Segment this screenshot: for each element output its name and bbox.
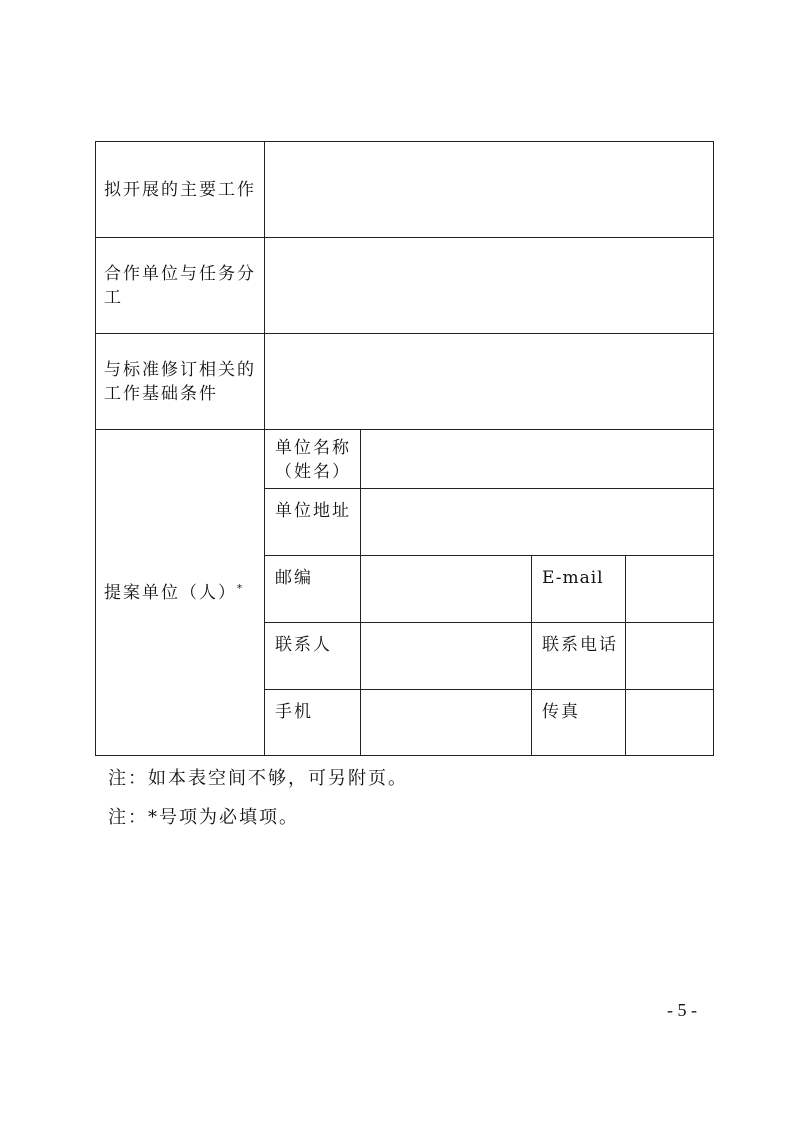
main-work-field[interactable] bbox=[265, 142, 714, 238]
phone-field[interactable] bbox=[626, 623, 714, 690]
proposal-form-table bbox=[95, 141, 714, 756]
unit-address-field[interactable] bbox=[361, 489, 714, 556]
cooperation-field[interactable] bbox=[265, 238, 714, 334]
note-required-fields: 注：*号项为必填项。 bbox=[108, 807, 299, 828]
required-mark: * bbox=[237, 582, 244, 594]
fax-field[interactable] bbox=[626, 690, 714, 756]
email-label: E-mail bbox=[532, 556, 626, 623]
unit-name-row bbox=[96, 430, 714, 489]
page-number: - 5 - bbox=[667, 1000, 697, 1020]
cooperation-row bbox=[96, 238, 714, 334]
conditions-field[interactable] bbox=[265, 334, 714, 430]
postcode-field[interactable] bbox=[361, 556, 532, 623]
fax-label: 传真 bbox=[532, 690, 626, 756]
contact-label: 联系人 bbox=[265, 623, 361, 690]
mobile-label: 手机 bbox=[265, 690, 361, 756]
main-work-row bbox=[96, 142, 714, 238]
unit-name-label: 单位名称（姓名） bbox=[265, 430, 361, 489]
note-extra-pages: 注：如本表空间不够，可另附页。 bbox=[108, 768, 408, 789]
unit-address-label: 单位地址 bbox=[265, 489, 361, 556]
postcode-label: 邮编 bbox=[265, 556, 361, 623]
main-work-label: 拟开展的主要工作 bbox=[96, 142, 265, 238]
conditions-label: 与标准修订相关的工作基础条件 bbox=[96, 334, 265, 430]
unit-name-field[interactable] bbox=[361, 430, 714, 489]
contact-field[interactable] bbox=[361, 623, 532, 690]
conditions-row bbox=[96, 334, 714, 430]
email-field[interactable] bbox=[626, 556, 714, 623]
mobile-field[interactable] bbox=[361, 690, 532, 756]
proposer-label: 提案单位（人） bbox=[104, 582, 237, 603]
cooperation-label: 合作单位与任务分工 bbox=[96, 238, 265, 334]
phone-label: 联系电话 bbox=[532, 623, 626, 690]
proposer-label-cell bbox=[96, 430, 265, 756]
